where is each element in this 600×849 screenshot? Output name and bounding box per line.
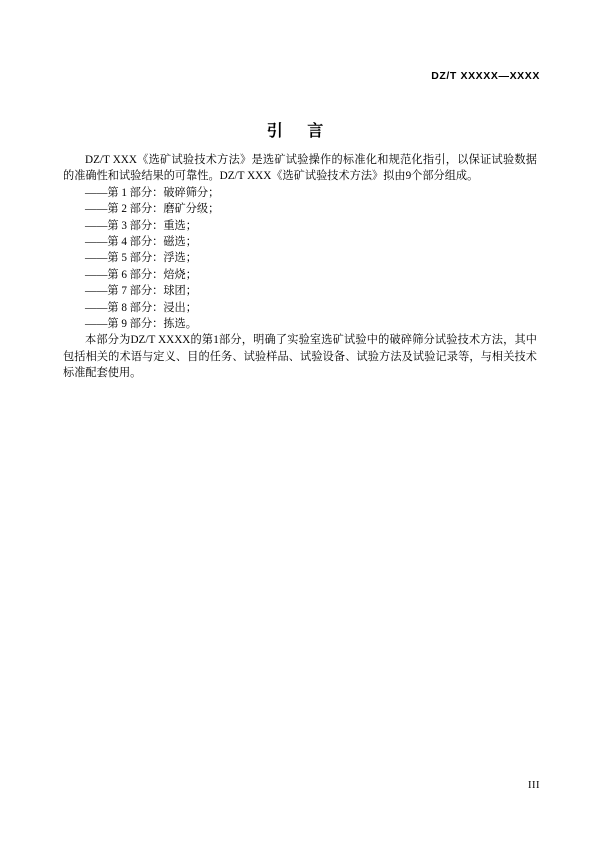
list-item: ——第 2 部分：磨矿分级； [85, 203, 220, 216]
page-title: 引 言 [266, 123, 334, 140]
standard-code-header: DZ/T XXXXX—XXXX [431, 70, 540, 82]
list-item: ——第 1 部分：破碎筛分； [85, 186, 220, 199]
list-item: ——第 4 部分：磁选； [85, 236, 197, 249]
list-item: ——第 6 部分：焙烧； [85, 268, 197, 281]
list-item: ——第 3 部分：重选； [85, 219, 197, 232]
list-item: ——第 9 部分：拣选。 [85, 318, 197, 331]
page-number: III [528, 780, 540, 791]
list-item: ——第 8 部分：浸出； [85, 301, 197, 314]
list-item: ——第 7 部分：球团； [85, 285, 197, 298]
intro-paragraph-1: DZ/T XXX《选矿试验技术方法》是选矿试验操作的标准化和规范化指引，以保证试验数据的准确性和试验结果的可靠性。DZ/T XXX《选矿试验技术方法》拟由9个部分组成。 [63, 154, 537, 183]
list-item: ——第 5 部分：浮选； [85, 252, 197, 265]
intro-paragraph-2: 本部分为DZ/T XXXX的第1部分，明确了实验室选矿试验中的破碎筛分试验技术方法，其中包括相关的术语与定义、目的任务、试验样品、试验设备、试验方法及试验记录等，与相关技术标准配套使用。 [63, 334, 537, 380]
standard-parts-list [63, 185, 537, 333]
introduction-body [63, 152, 537, 382]
